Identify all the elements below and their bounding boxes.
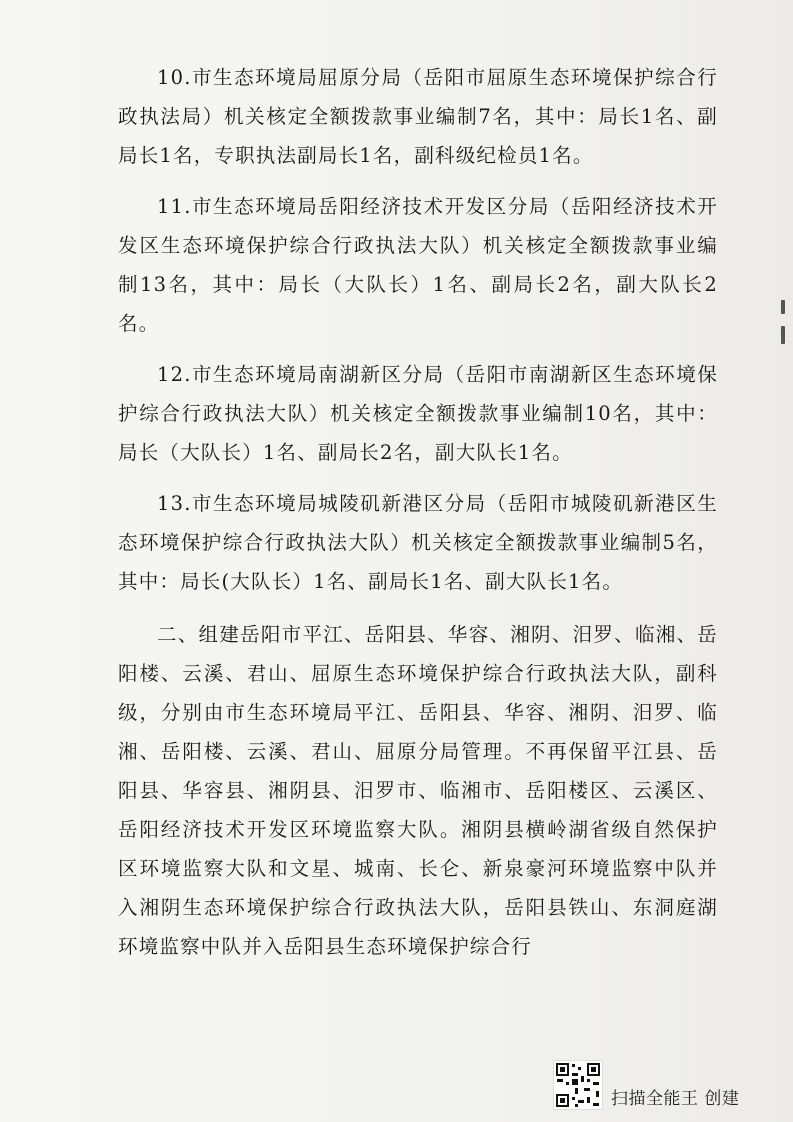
paragraph-10: 10.市生态环境局屈原分局（岳阳市屈原生态环境保护综合行政执法局）机关核定全额拨款事业编制7名，其中：局长1名、副局长1名，专职执法副局长1名，副科级纪检员1名。 bbox=[118, 66, 718, 167]
paragraph-section-2: 二、组建岳阳市平江、岳阳县、华容、湘阴、汨罗、临湘、岳阳楼、云溪、君山、屈原生态环境保护综合行政执法大队，副科级，分别由市生态环境局平江、岳阳县、华容、湘阴、汨罗、临湘、岳阳楼、云溪、君山、屈原分局管理。不再保留平江县、岳阳县、华容县、湘阴县、汨罗市、临湘市、岳阳楼区、云溪区、岳阳经济技术开发区环境监察大队。湘阴县横岭湖省级自然保护区环境监察大队和文星、城南、长仑、新泉豪河环境监察中队并入湘阴生态环境保护综合行政执法大队，岳阳县铁山、东洞庭湖环境监察中队并入岳阳县生态环境保护综合行 bbox=[118, 623, 718, 958]
document-body bbox=[118, 58, 718, 978]
qr-code-icon bbox=[553, 1060, 603, 1110]
paragraph-11: 11.市生态环境局岳阳经济技术开发区分局（岳阳经济技术开发区生态环境保护综合行政执法大队）机关核定全额拨款事业编制13名，其中：局长（大队长）1名、副局长2名，副大队长2名。 bbox=[118, 195, 718, 335]
paragraph-13: 13.市生态环境局城陵矶新港区分局（岳阳市城陵矶新港区生态环境保护综合行政执法大队）机关核定全额拨款事业编制5名，其中：局长(大队长）1名、副局长1名、副大队长1名。 bbox=[118, 492, 718, 593]
paragraph-12: 12.市生态环境局南湖新区分局（岳阳市南湖新区生态环境保护综合行政执法大队）机关核定全额拨款事业编制10名，其中：局长（大队长）1名、副局长2名，副大队长1名。 bbox=[118, 363, 718, 464]
scanner-watermark bbox=[553, 1060, 783, 1112]
scanner-brand-label: 扫描全能王 创建 bbox=[611, 1089, 740, 1109]
scan-edge-mark bbox=[781, 326, 785, 344]
scan-edge-mark bbox=[781, 300, 785, 314]
